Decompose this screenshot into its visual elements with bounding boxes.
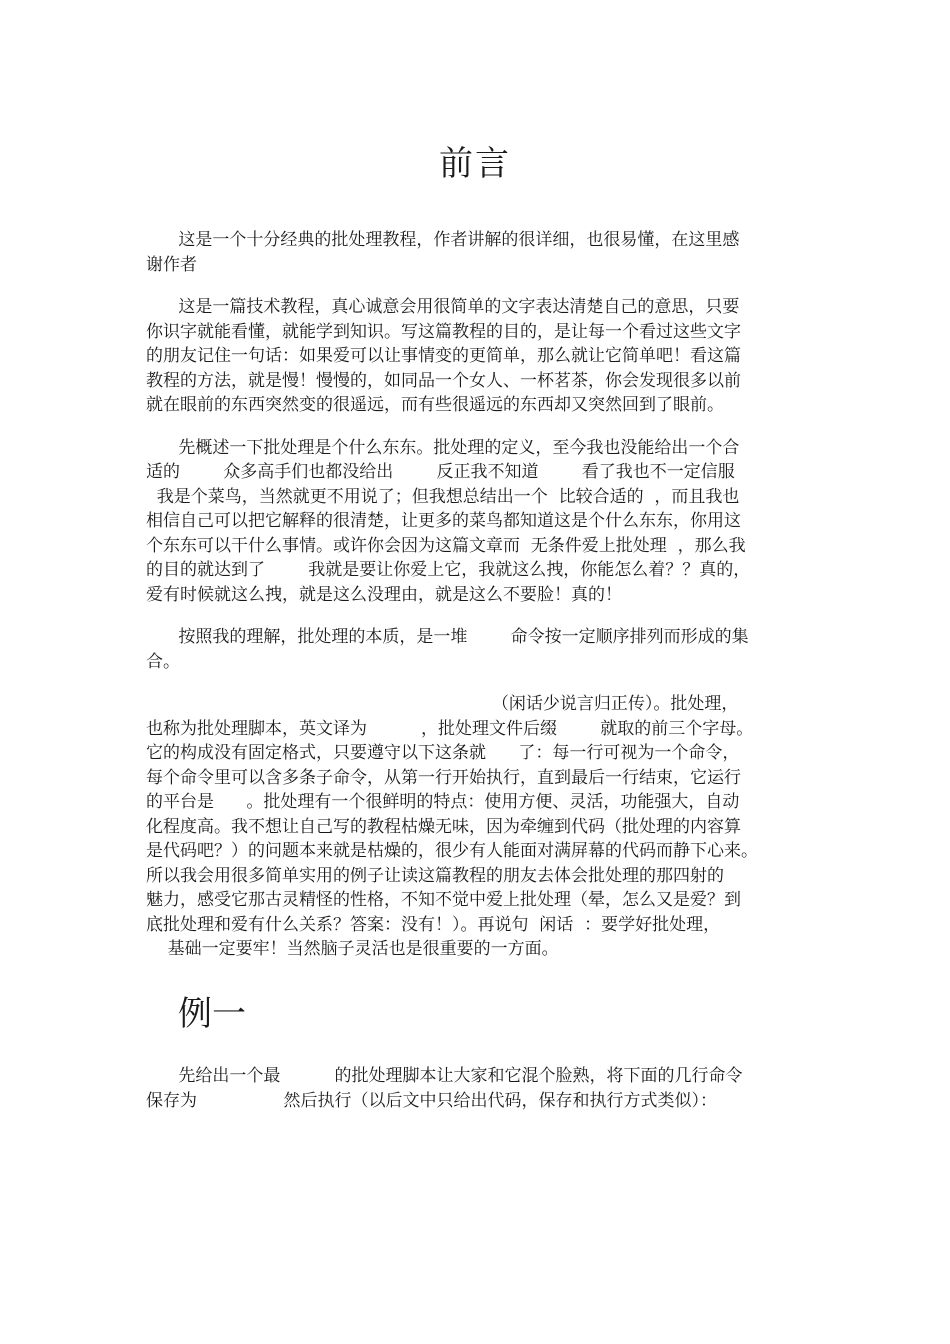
paragraph-essence <box>146 625 810 674</box>
text-line: 爱有时候就这么拽，就是这么没理由，就是这么不要脸！真的！ <box>146 584 622 605</box>
text-line: 合。 <box>146 651 180 672</box>
text-line: （闲话少说言归正传）。批处理， <box>146 694 739 714</box>
text-line: 谢作者 <box>146 254 197 275</box>
paragraph-example <box>146 1064 810 1113</box>
text-line: 底批处理和爱有什么关系？答案：没有！）。再说句 闲话 ：要学好批处理， <box>146 914 721 935</box>
text-line: 化程度高。我不想让自己写的教程枯燥无味，因为牵缠到代码（批处理的内容算 <box>146 816 741 837</box>
paragraph-definition <box>146 436 810 608</box>
text-line: 它的构成没有固定格式，只要遵守以下这条就 了：每一行可视为一个命令， <box>146 743 740 763</box>
text-line: 所以我会用很多简单实用的例子让读这篇教程的朋友去体会批处理的那四射的 <box>146 865 724 886</box>
text-line: 保存为 然后执行（以后文中只给出代码，保存和执行方式类似）： <box>146 1090 717 1111</box>
text-line: 也称为批处理脚本，英文译为 ，批处理文件后缀 就取的前三个字母。 <box>146 718 754 739</box>
text-line: 相信自己可以把它解释的很清楚，让更多的菜鸟都知道这是个什么东东，你用这 <box>146 511 741 531</box>
text-line: 个东东可以干什么事情。或许你会因为这篇文章而 无条件爱上批处理 ，那么我 <box>146 535 746 556</box>
body-text <box>146 228 810 980</box>
text-line: 基础一定要牢！当然脑子灵活也是很重要的一方面。 <box>146 939 559 959</box>
text-line: 是代码吧？）的问题本来就是枯燥的，很少有人能面对满屏幕的代码而静下心来。 <box>146 841 758 861</box>
text-line: 魅力，感受它那古灵精怪的性格，不知不觉中爱上批处理（晕，怎么又是爱？到 <box>146 890 741 910</box>
text-line: 先给出一个最 的批处理脚本让大家和它混个脸熟，将下面的几行命令 <box>146 1066 743 1086</box>
text-line: 这是一篇技术教程，真心诚意会用很简单的文字表达清楚自己的意思，只要 <box>146 297 740 317</box>
text-line: 这是一个十分经典的批处理教程，作者讲解的很详细，也很易懂，在这里感 <box>146 230 740 250</box>
text-line: 教程的方法，就是慢！慢慢的，如同品一个女人、一杯茗茶，你会发现很多以前 <box>146 370 741 391</box>
section-body <box>146 1064 810 1131</box>
text-line: 你识字就能看懂，就能学到知识。写这篇教程的目的，是让每一个看过这些文字 <box>146 321 741 342</box>
section-heading: 例一 <box>178 994 246 1034</box>
text-line: 我是个菜鸟，当然就更不用说了；但我想总结出一个 比较合适的 ，而且我也 <box>146 486 740 507</box>
text-line: 的朋友记住一句话：如果爱可以让事情变的更简单，那么就让它简单吧！看这篇 <box>146 346 741 366</box>
paragraph-intro <box>146 295 810 418</box>
text-line: 的平台是 。批处理有一个很鲜明的特点：使用方便、灵活，功能强大，自动 <box>146 792 740 812</box>
text-line: 就在眼前的东西突然变的很遥远，而有些很遥远的东西却又突然回到了眼前。 <box>146 395 724 415</box>
page-title: 前言 <box>439 144 511 184</box>
text-line: 按照我的理解，批处理的本质，是一堆 命令按一定顺序排列而形成的集 <box>146 627 749 647</box>
paragraph-thanks <box>146 228 810 277</box>
paragraph-description <box>146 692 810 962</box>
text-line: 适的 众多高手们也都没给出 反正我不知道 看了我也不一定信服 <box>146 462 735 482</box>
text-line: 的目的就达到了 我就是要让你爱上它，我就这么拽，你能怎么着？？真的， <box>146 560 751 580</box>
text-line: 先概述一下批处理是个什么东东。批处理的定义，至今我也没能给出一个合 <box>146 437 740 458</box>
text-line: 每个命令里可以含多条子命令，从第一行开始执行，直到最后一行结束，它运行 <box>146 767 741 788</box>
